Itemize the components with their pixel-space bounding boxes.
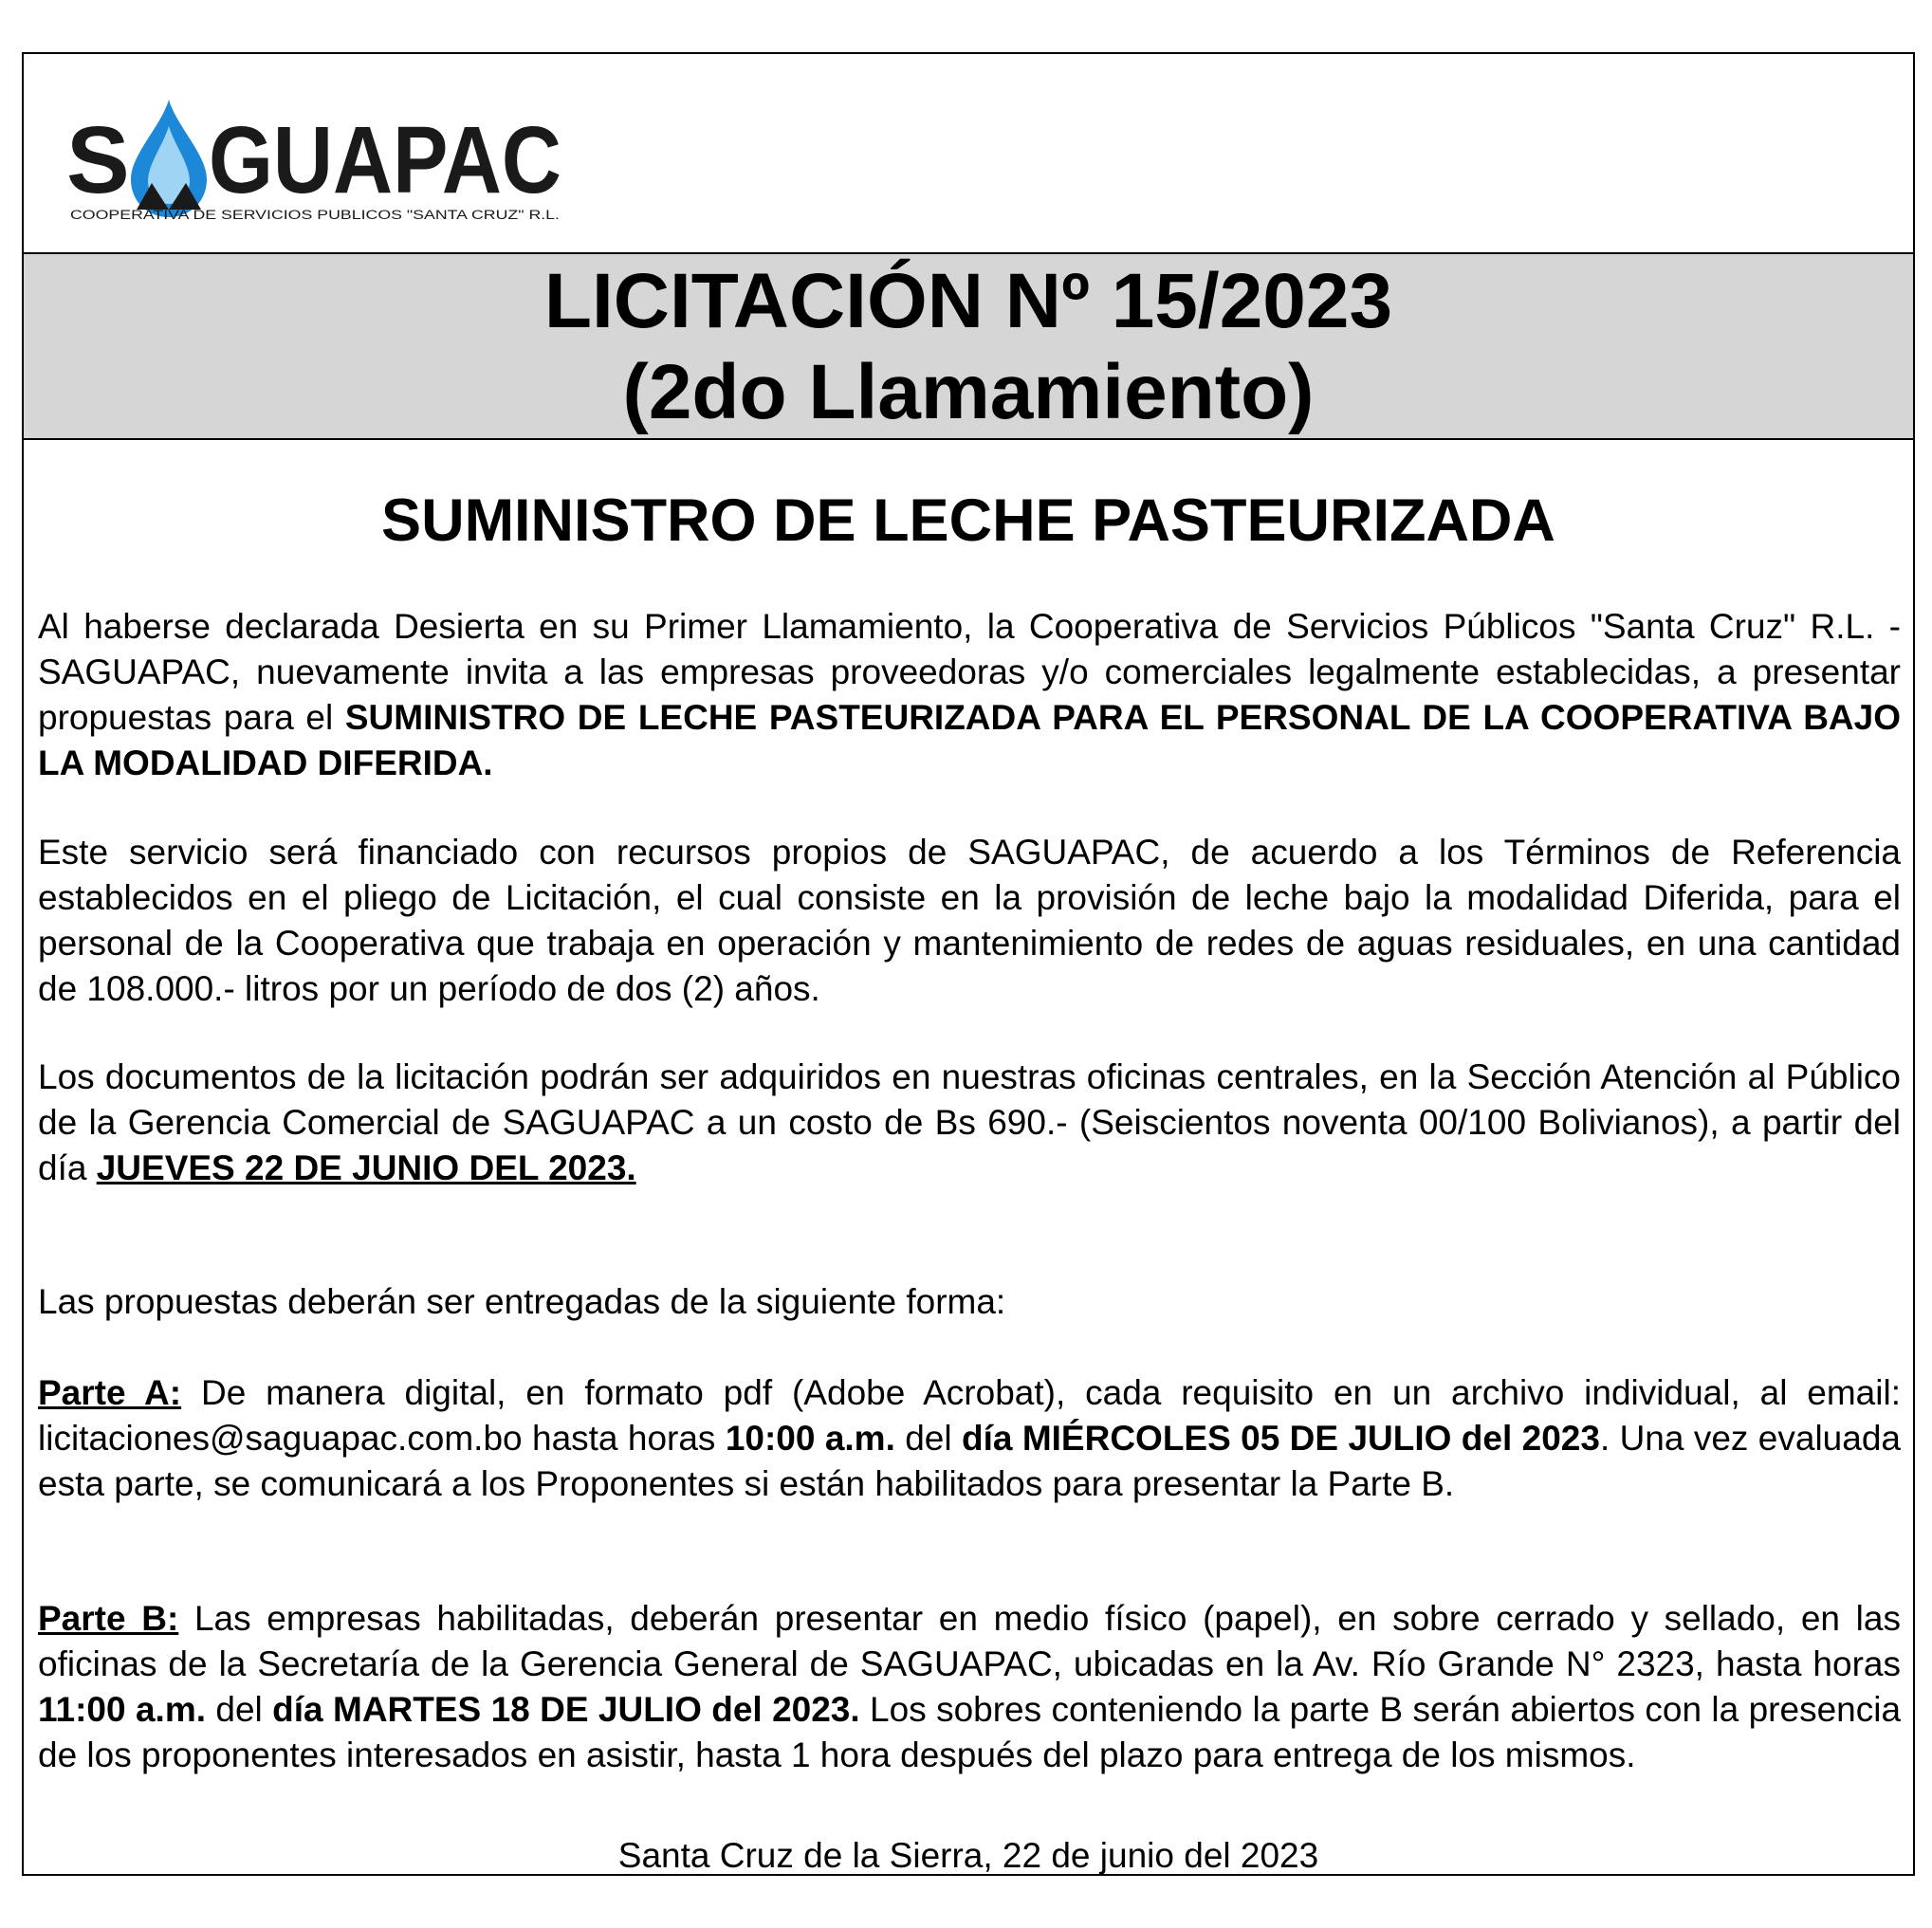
paragraph-documents: Los documentos de la licitación podrán ser adquiridos en nuestras oficinas centrales, en la Sección Atención al Público de la Gerencia Comercial de SAGUAPAC a un costo de Bs 690.- (Seiscientos noventa 00/100 Bolivianos), a partir del día JUEVES 22 DE JUNIO DEL 2023. [38,1057,1901,1187]
documents-start-date: JUEVES 22 DE JUNIO DEL 2023. [96,1148,636,1187]
paragraph-part-b: Parte B: Las empresas habilitadas, deberán presentar en medio físico (papel), en sobre cerrado y sellado, en las oficinas de la Secretaría de la Gerencia General de SAGUAPAC, ubicadas en la Av. Río Grande N° 2323, hasta horas 11:00 a.m. del día MARTES 18 DE JULIO del 2023. Los sobres conteniendo la parte B serán abiertos con la presencia de los proponentes interesados en asistir, hasta 1 hora después del plazo para entrega de los mismos. [38,1599,1902,1774]
part-b-time: 11:00 a.m. [38,1690,207,1729]
svg-text:GUAPAC: GUAPAC [209,107,561,213]
paragraph-financing: Este servicio será financiado con recursos propios de SAGUAPAC, de acuerdo a los Términos de Referencia establecidos en el pliego de Licitación, el cual consiste en la provisión de leche bajo la modalidad Diferida, para el personal de la Cooperativa que trabaja en operación y mantenimiento de redes de aguas residuales, en una cantidad de 108.000.- litros por un período de dos (2) años. [38,833,1901,1008]
place-and-date: Santa Cruz de la Sierra, 22 de junio del 2023 [617,1836,1319,1875]
tender-number-title: LICITACIÓN Nº 15/2023 [543,258,1393,344]
part-a-date: día MIÉRCOLES 05 DE JULIO del 2023 [961,1419,1600,1458]
part-b-label: Parte B: [38,1599,179,1638]
document-frame [22,52,1915,1876]
logo-subtitle: COOPERATIVA DE SERVICIOS PUBLICOS "SANTA CRUZ" R.L. [70,208,560,222]
saguapac-logo [66,88,569,249]
part-a-label: Parte A: [38,1373,182,1412]
paragraph-invitation: Al haberse declarada Desierta en su Primer Llamamiento, la Cooperativa de Servicios Públicos "Santa Cruz" R.L. - SAGUAPAC, nuevamente invita a las empresas proveedoras y/o comerciales legalmente establecidas, a presentar propuestas para el SUMINISTRO DE LECHE PASTEURIZADA PARA EL PERSONAL DE LA COOPERATIVA BAJO LA MODALIDAD DIFERIDA. [38,607,1901,782]
call-number-title: (2do Llamamiento) [622,349,1315,435]
tender-subject: SUMINISTRO DE LECHE PASTEURIZADA PARA EL PERSONAL DE LA COOPERATIVA BAJO LA MODALIDAD DIFERIDA. [38,698,1901,782]
part-b-date: día MARTES 18 DE JULIO del 2023. [272,1690,860,1729]
logo-area [24,54,1913,254]
part-a-time: 10:00 a.m. [725,1419,895,1458]
paragraph-submission-intro: Las propuestas deberán ser entregadas de la siguiente forma: [38,1282,1006,1321]
title-band [24,254,1913,440]
subject-heading: SUMINISTRO DE LECHE PASTEURIZADA [381,487,1555,554]
water-drop-icon [131,100,207,217]
svg-text:S: S [66,107,130,213]
paragraph-part-a: Parte A: De manera digital, en formato pdf (Adobe Acrobat), cada requisito en un archivo individual, al email: licitaciones@saguapac.com.bo hasta horas 10:00 a.m. del día MIÉRCOLES 05 DE JULIO del 2023. Una vez evaluada esta parte, se comunicará a los Proponentes si están habilitados para presentar la Parte B. [38,1373,1901,1503]
